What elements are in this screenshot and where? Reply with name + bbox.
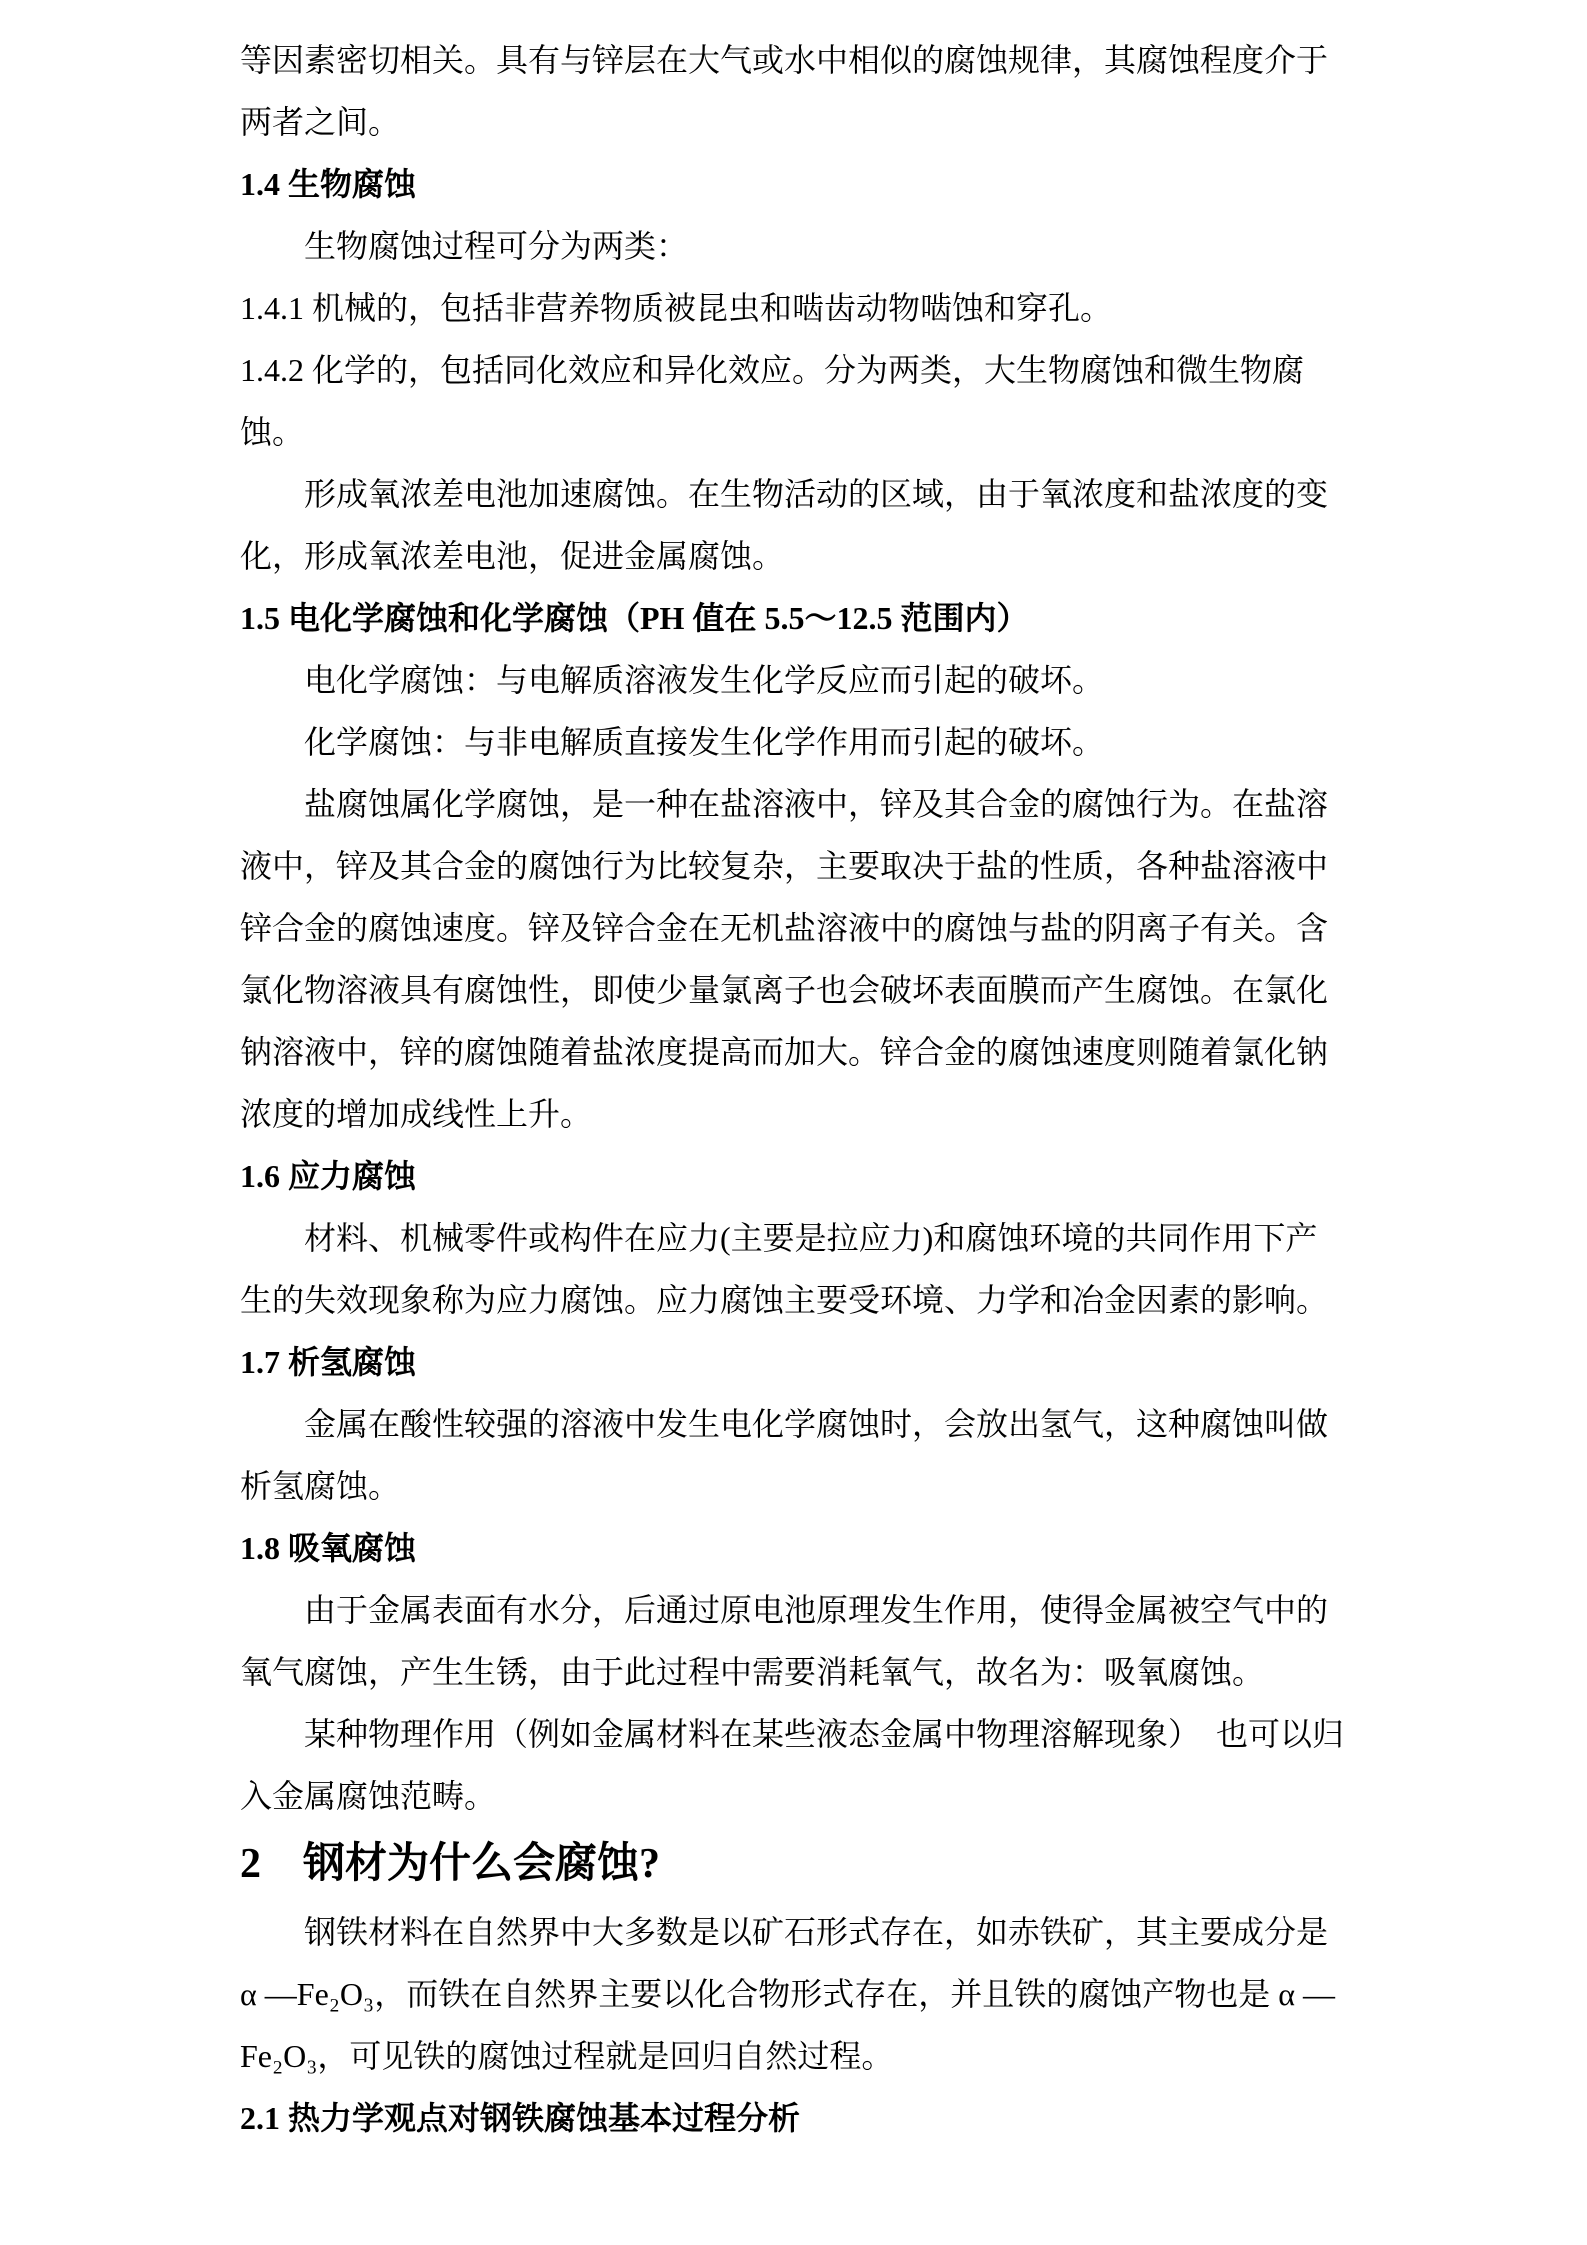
text-line: 析氢腐蚀。: [240, 1468, 401, 1504]
heading-1-5: 1.5 电化学腐蚀和化学腐蚀（PH 值在 5.5～12.5 范围内）: [240, 600, 1029, 636]
text-line: 等因素密切相关。具有与锌层在大气或水中相似的腐蚀规律，其腐蚀程度介于: [240, 42, 1329, 78]
text-line: 某种物理作用（例如金属材料在某些液态金属中物理溶解现象） 也可以归: [304, 1716, 1345, 1752]
text-line: 氧气腐蚀，产生生锈，由于此过程中需要消耗氧气，故名为：吸氧腐蚀。: [240, 1654, 1265, 1690]
text-line: 两者之间。: [240, 104, 401, 140]
text-line: 液中，锌及其合金的腐蚀行为比较复杂，主要取决于盐的性质，各种盐溶液中: [240, 848, 1329, 884]
text-line: 电化学腐蚀：与电解质溶液发生化学反应而引起的破坏。: [304, 662, 1105, 698]
text-line: 氯化物溶液具有腐蚀性，即使少量氯离子也会破坏表面膜而产生腐蚀。在氯化: [240, 972, 1329, 1008]
text-line: 盐腐蚀属化学腐蚀，是一种在盐溶液中，锌及其合金的腐蚀行为。在盐溶: [304, 786, 1329, 822]
text-line: 生的失效现象称为应力腐蚀。应力腐蚀主要受环境、力学和冶金因素的影响。: [240, 1282, 1329, 1318]
document-content: [240, 29, 1344, 2149]
text-line: Fe₂O₃，可见铁的腐蚀过程就是回归自然过程。: [240, 2038, 894, 2074]
text-line: 由于金属表面有水分，后通过原电池原理发生作用，使得金属被空气中的: [304, 1592, 1329, 1628]
heading-1-8: 1.8 吸氧腐蚀: [240, 1530, 417, 1566]
text-line: 钢铁材料在自然界中大多数是以矿石形式存在，如赤铁矿，其主要成分是: [304, 1914, 1329, 1950]
text-line: 金属在酸性较强的溶液中发生电化学腐蚀时，会放出氢气，这种腐蚀叫做: [304, 1406, 1329, 1442]
text-line: 化学腐蚀：与非电解质直接发生化学作用而引起的破坏。: [304, 724, 1105, 760]
text-line: 入金属腐蚀范畴。: [240, 1778, 497, 1814]
text-line: 材料、机械零件或构件在应力(主要是拉应力)和腐蚀环境的共同作用下产: [304, 1220, 1318, 1256]
text-line: 锌合金的腐蚀速度。锌及锌合金在无机盐溶液中的腐蚀与盐的阴离子有关。含: [240, 910, 1329, 946]
text-line: 生物腐蚀过程可分为两类：: [304, 228, 689, 264]
text-line: 钠溶液中，锌的腐蚀随着盐浓度提高而加大。锌合金的腐蚀速度则随着氯化钠: [240, 1034, 1329, 1070]
heading-1-4: 1.4 生物腐蚀: [240, 166, 417, 202]
text-line: 形成氧浓差电池加速腐蚀。在生物活动的区域，由于氧浓度和盐浓度的变: [304, 476, 1329, 512]
text-line: 1.4.2 化学的，包括同化效应和异化效应。分为两类，大生物腐蚀和微生物腐: [240, 352, 1305, 388]
heading-1-6: 1.6 应力腐蚀: [240, 1158, 417, 1194]
heading-1-7: 1.7 析氢腐蚀: [240, 1344, 417, 1380]
heading-2: 2 钢材为什么会腐蚀?: [240, 1841, 661, 1887]
text-line: 化，形成氧浓差电池，促进金属腐蚀。: [240, 538, 785, 574]
text-line: 1.4.1 机械的，包括非营养物质被昆虫和啮齿动物啮蚀和穿孔。: [240, 290, 1113, 326]
text-line: 蚀。: [240, 414, 305, 450]
text-line: 浓度的增加成线性上升。: [240, 1096, 593, 1132]
heading-2-1: 2.1 热力学观点对钢铁腐蚀基本过程分析: [240, 2100, 801, 2136]
text-line: α —Fe₂O₃，而铁在自然界主要以化合物形式存在，并且铁的腐蚀产物也是 α —: [240, 1976, 1335, 2012]
